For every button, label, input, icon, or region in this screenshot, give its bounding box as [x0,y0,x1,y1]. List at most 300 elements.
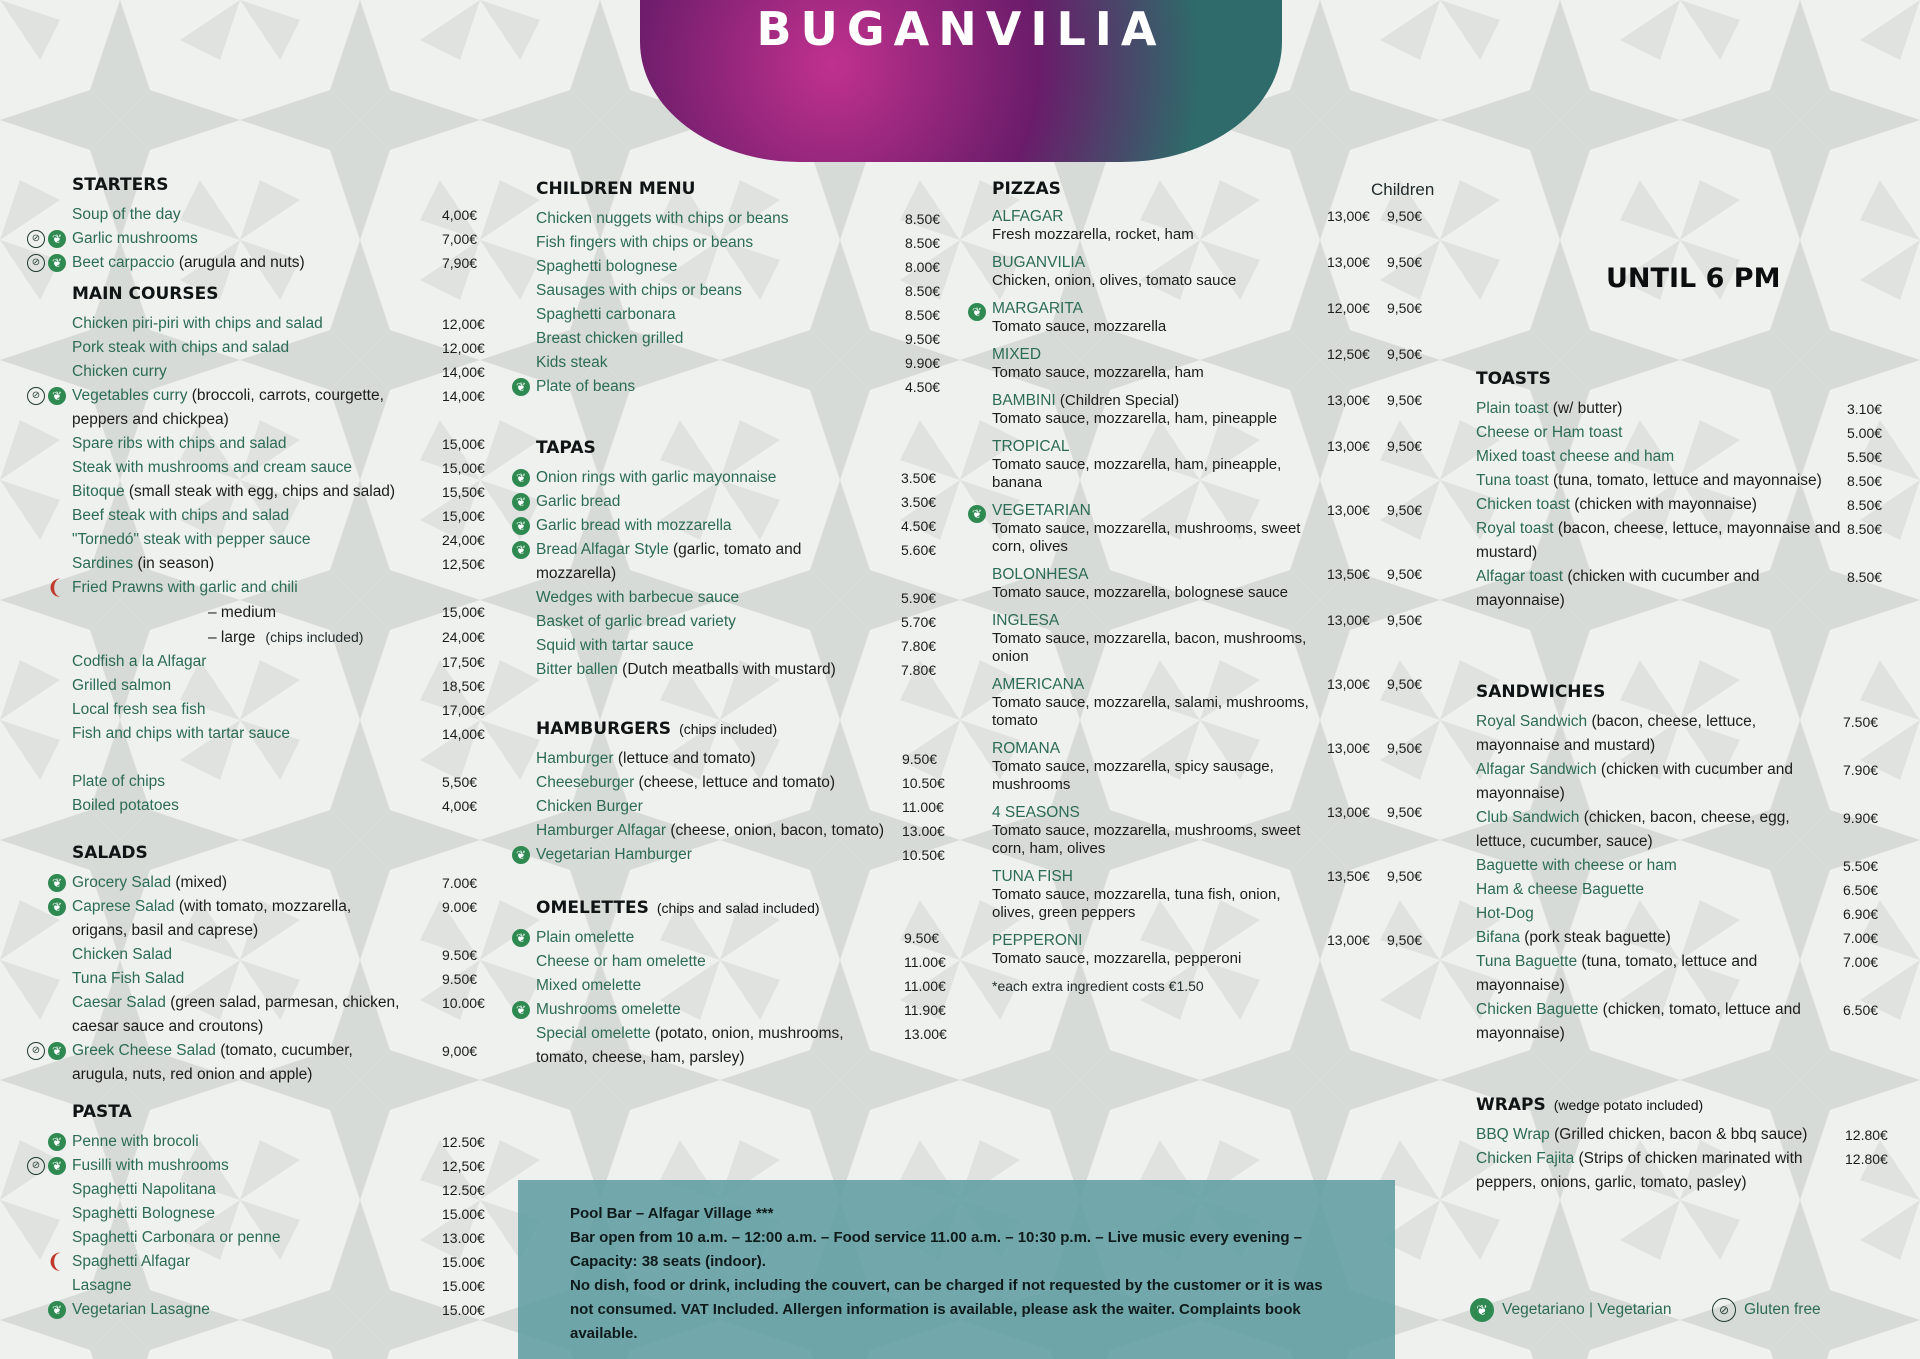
menu-item [72,1274,492,1298]
prawns-sizes [72,600,492,650]
menu-item [1476,854,1896,878]
pizza-name: MIXED [992,346,1042,363]
menu-item-name: "Tornedó" steak with pepper sauce [72,531,311,548]
pizza-description: Chicken, onion, olives, tomato sauce [992,272,1237,289]
menu-item-description: (garlic, tomato and mozzarella) [536,541,802,582]
menu-item-badges [27,387,66,405]
pizza-description: Tomato sauce, mozzarella, spicy sausage, mushrooms [992,758,1274,793]
menu-item-name: Chicken nuggets with chips or beans [536,210,789,227]
vegetarian-leaf-icon: ❦ [48,254,66,272]
menu-list [1476,710,1896,1046]
pizza-item [992,676,1442,730]
menu-item-name: Vegetables curry [72,387,188,404]
menu-item-price: 5,50€ [442,774,478,790]
menu-item-price: 5.00€ [1847,425,1883,441]
vegetarian-leaf-icon: ❦ [48,898,66,916]
menu-item [72,360,492,384]
vegetarian-leaf-icon: ❦ [512,846,530,864]
menu-item [536,771,956,795]
menu-item-price: 24,00€ [442,532,485,548]
menu-item-name: Grocery Salad [72,874,172,891]
menu-item [72,794,492,818]
menu-item-price: 9.50€ [442,947,478,963]
menu-item-name: Alfagar Sandwich [1476,761,1597,778]
menu-item-price: 15.00€ [442,1302,485,1318]
menu-item-name: Plain toast [1476,400,1549,417]
info-line-2: Bar open from 10 a.m. – 12:00 a.m. – Food service 11.00 a.m. – 10:30 p.m. – Live music every evening – Capacity: 38 seats (indoor). [570,1229,1303,1270]
pasta-title: PASTA [72,1102,132,1122]
menu-list [31,1130,492,1322]
menu-item [72,203,492,227]
pizza-children-price: 9,50€ [1387,932,1423,948]
menu-list [515,926,956,1070]
menu-item-name: Bread Alfagar Style [536,541,669,558]
menu-item-price: 15,00€ [442,436,485,452]
menu-item-price: 13.00€ [442,1230,485,1246]
menu-item [536,207,956,231]
menu-item [536,303,956,327]
vegetarian-leaf-icon: ❦ [48,1301,66,1319]
pizza-name: AMERICANA [992,676,1085,693]
menu-item-name: Cheeseburger [536,774,635,791]
menu-item-price: 8.50€ [905,307,941,323]
menu-item-badges [512,846,530,864]
menu-item-name: Grilled salmon [72,677,172,694]
menu-item-price: 14,00€ [442,726,485,742]
menu-item-price: 9.50€ [442,971,478,987]
menu-item [515,998,956,1022]
menu-item [1476,493,1896,517]
pizza-item [992,740,1442,794]
menu-item-name: Baguette with cheese or ham [1476,857,1677,874]
menu-item-badges [512,469,530,487]
column-children-tapas [515,174,956,1070]
menu-item [536,658,956,682]
menu-item-price: 12.80€ [1845,1127,1888,1143]
prawns-size-note: (chips included) [265,629,364,645]
menu-item-badges [512,493,530,511]
pizza-children-price: 9,50€ [1387,502,1423,518]
restaurant-info-box [518,1180,1395,1359]
pizza-description: Tomato sauce, mozzarella, ham [992,364,1204,381]
menu-item [1476,710,1896,758]
pizza-name: BUGANVILIA [992,254,1086,271]
main-courses-title: MAIN COURSES [72,284,219,304]
menu-item-name: Spaghetti Bolognese [72,1205,216,1222]
vegetarian-leaf-icon: ❦ [512,517,530,535]
menu-item-description: (chicken with cucumber and mayonnaise) [1476,568,1760,609]
legend-gluten-free [1712,1298,1821,1322]
menu-list [72,770,492,818]
menu-item-price: 12.50€ [442,1134,485,1150]
menu-item-name: Plate of chips [72,773,166,790]
menu-item-price: 9.50€ [904,930,940,946]
info-line-1: Pool Bar – Alfagar Village *** [570,1205,774,1222]
menu-item-name: Codfish a la Alfagar [72,653,207,670]
pizza-item [992,208,1442,244]
menu-item-name: Penne with brocoli [72,1133,199,1150]
vegetarian-leaf-icon: ❦ [1470,1298,1494,1322]
menu-item-price: 15,00€ [442,508,485,524]
menu-item-name: Chicken piri-piri with chips and salad [72,315,323,332]
pizza-description: Tomato sauce, mozzarella, mushrooms, sweet corn, olives [992,520,1301,555]
menu-item-name: Mixed toast cheese and ham [1476,448,1675,465]
prawns-size-price: 24,00€ [442,629,485,645]
menu-item-name: Local fresh sea fish [72,701,206,718]
menu-item [536,634,956,658]
menu-item-name: Caesar Salad [72,994,166,1011]
pizza-badges [968,303,986,321]
menu-item [515,375,956,399]
menu-item-name: Fried Prawns with garlic and chili [72,579,298,596]
hamburgers-note: (chips included) [679,721,778,737]
pizza-price: 12,50€ [1327,346,1370,362]
menu-item-price: 14,00€ [442,388,485,404]
menu-item [536,950,956,974]
omelettes-note: (chips and salad included) [656,900,820,916]
pizza-price: 13,00€ [1327,612,1370,628]
menu-item-name: Tuna Fish Salad [72,970,185,987]
menu-item [1476,998,1896,1046]
vegetarian-leaf-icon: ❦ [512,541,530,559]
menu-item-name: Cheese or ham omelette [536,953,706,970]
menu-list [515,207,956,399]
pizza-children-price: 9,50€ [1387,346,1423,362]
pizza-price: 12,00€ [1327,300,1370,316]
pizza-badges [968,505,986,523]
menu-item [536,747,956,771]
menu-item-description: (tomato, cucumber, arugula, nuts, red onion and apple) [72,1042,353,1083]
pizza-price: 13,00€ [1327,502,1370,518]
toasts-title: TOASTS [1476,369,1551,389]
menu-item-badges [48,579,62,597]
starters-title: STARTERS [72,175,169,195]
menu-item-name: Club Sandwich [1476,809,1580,826]
menu-item-description: (green salad, parmesan, chicken, caesar sauce and croutons) [72,994,400,1035]
pizza-item [992,392,1442,428]
gluten-free-icon: ⊘ [1712,1298,1736,1322]
menu-item [536,610,956,634]
menu-item-name: Spaghetti Napolitana [72,1181,216,1198]
menu-item-description: (w/ butter) [1548,400,1623,417]
menu-item [51,1130,492,1154]
pizza-price: 13,00€ [1327,740,1370,756]
menu-item-description: (chicken with mayonnaise) [1569,496,1757,513]
menu-item-price: 11.00€ [904,978,946,994]
pizza-price: 13,00€ [1327,932,1370,948]
pizza-description: Tomato sauce, mozzarella, mushrooms, sweet corn, ham, olives [992,822,1301,857]
vegetarian-leaf-icon: ❦ [48,1157,66,1175]
pizza-price: 13,50€ [1327,868,1370,884]
menu-item [1476,1147,1896,1195]
prawns-size-label: – large [208,629,256,646]
menu-item-price: 4,00€ [442,207,478,223]
menu-item-name: Bitter ballen [536,661,618,678]
menu-item-price: 8.50€ [1847,473,1883,489]
menu-item [72,480,492,504]
menu-item [51,1298,492,1322]
column-toasts-sandwiches [1476,368,1896,1195]
menu-item-price: 12,00€ [442,316,485,332]
menu-item-name: Vegetarian Hamburger [536,846,692,863]
menu-item-description: (with tomato, mozzarella, origans, basil and caprese) [72,898,352,939]
menu-item-name: Beef steak with chips and salad [72,507,290,524]
menu-item-price: 10.50€ [902,775,945,791]
pizza-name: ALFAGAR [992,208,1064,225]
menu-item-name: Spaghetti Carbonara or penne [72,1229,281,1246]
menu-item-name: Basket of garlic bread variety [536,613,736,630]
legend-gluten-free-label: Gluten free [1744,1301,1821,1318]
menu-item-price: 6.50€ [1843,882,1879,898]
menu-item [536,279,956,303]
menu-item-name: Onion rings with garlic mayonnaise [536,469,777,486]
menu-item-badges [48,874,66,892]
menu-item-price: 8.50€ [1847,569,1883,585]
menu-item-price: 7.80€ [901,662,937,678]
menu-item-name: Plain omelette [536,929,635,946]
menu-item-price: 5.60€ [901,542,937,558]
pizza-children-price: 9,50€ [1387,208,1423,224]
menu-item-price: 4.50€ [905,379,941,395]
pizza-price: 13,00€ [1327,254,1370,270]
menu-item [515,538,956,586]
menu-item [1476,878,1896,902]
menu-item-name: Chicken curry [72,363,167,380]
menu-item [72,1178,492,1202]
menu-item [1476,806,1896,854]
menu-item [1476,902,1896,926]
menu-item-name: Fish fingers with chips or beans [536,234,754,251]
menu-item [31,251,492,275]
menu-item-price: 5.50€ [1843,858,1879,874]
menu-item-badges [27,1157,66,1175]
menu-item-price: 7.00€ [1843,954,1879,970]
menu-item-badges [512,1001,530,1019]
gluten-free-icon: ⊘ [27,387,45,405]
vegetarian-leaf-icon: ❦ [48,874,66,892]
menu-item [72,456,492,480]
pizza-description: Tomato sauce, mozzarella [992,318,1167,335]
pizza-item [992,438,1442,492]
pizza-name: PEPPERONI [992,932,1083,949]
menu-item [536,974,956,998]
pizza-children-price: 9,50€ [1387,804,1423,820]
menu-item-name: Chicken toast [1476,496,1570,513]
menu-item-name: Greek Cheese Salad [72,1042,216,1059]
menu-item-name: Soup of the day [72,206,181,223]
menu-list [1476,397,1896,613]
pizza-name: MARGARITA [992,300,1083,317]
pizza-name: INGLESA [992,612,1060,629]
pizza-children-price: 9,50€ [1387,438,1423,454]
pizza-description: Tomato sauce, mozzarella, ham, pineapple [992,410,1278,427]
menu-item-name: Special omelette [536,1025,651,1042]
menu-item [536,231,956,255]
gluten-free-icon: ⊘ [27,230,45,248]
pizza-name: TROPICAL [992,438,1070,455]
menu-list [515,466,956,682]
menu-item-price: 12,50€ [442,556,485,572]
gluten-free-icon: ⊘ [27,254,45,272]
menu-item-name: Garlic mushrooms [72,230,198,247]
pizza-description: Tomato sauce, mozzarella, bacon, mushrooms, onion [992,630,1307,665]
menu-item-price: 10.00€ [442,995,485,1011]
vegetarian-leaf-icon: ❦ [968,303,986,321]
menu-item-description: (tuna, tomato, lettuce and mayonnaise) [1476,953,1758,994]
pizza-children-price: 9,50€ [1387,392,1423,408]
menu-item [515,466,956,490]
pizza-children-price: 9,50€ [1387,868,1423,884]
menu-item-name: Chicken Burger [536,798,643,815]
menu-list [31,871,492,1087]
pizza-name: ROMANA [992,740,1061,757]
menu-item [536,819,956,843]
menu-item-name: Tuna Baguette [1476,953,1578,970]
menu-item-price: 12,50€ [442,1158,485,1174]
pizza-item [971,300,1442,336]
menu-list [1476,1123,1896,1195]
pizza-price: 13,50€ [1327,566,1370,582]
menu-item-description: (in season) [133,555,215,572]
pizza-price: 13,00€ [1327,208,1370,224]
menu-item-price: 6.90€ [1843,906,1879,922]
menu-item [46,1250,492,1274]
menu-item-price: 13.00€ [904,1026,947,1042]
vegetarian-leaf-icon: ❦ [968,505,986,523]
menu-item [72,698,492,722]
menu-item [72,552,492,576]
pizza-children-price: 9,50€ [1387,740,1423,756]
menu-item-price: 8.50€ [905,283,941,299]
pizza-price: 13,00€ [1327,676,1370,692]
menu-item-price: 9.90€ [1843,810,1879,826]
menu-item [72,528,492,552]
menu-item-price: 3.50€ [901,470,937,486]
pizza-item [971,502,1442,556]
menu-item-description: (pork steak baguette) [1519,929,1671,946]
hamburgers-title: HAMBURGERS (chips included) [536,719,778,739]
menu-item-price: 11.90€ [904,1002,946,1018]
menu-item [31,384,492,432]
menu-item-price: 9.50€ [905,331,941,347]
menu-item-name: BBQ Wrap [1476,1126,1550,1143]
menu-item-price: 6.50€ [1843,1002,1879,1018]
wraps-title: WRAPS (wedge potato included) [1476,1095,1704,1115]
menu-item [72,967,492,991]
menu-item-price: 4,00€ [442,798,478,814]
pizza-description: Tomato sauce, mozzarella, tuna fish, onion, olives, green peppers [992,886,1281,921]
menu-item-badges [27,1042,66,1060]
menu-item [515,926,956,950]
menu-item-name: Hamburger Alfagar [536,822,667,839]
menu-item-description: (lettuce and tomato) [613,750,756,767]
menu-item [72,336,492,360]
menu-item-price: 7.00€ [1843,930,1879,946]
menu-item [1476,926,1896,950]
legend-vegetarian-label: Vegetariano | Vegetarian [1502,1301,1672,1318]
menu-item [72,943,492,967]
menu-item-name: Cheese or Ham toast [1476,424,1623,441]
menu-item [1476,445,1896,469]
vegetarian-leaf-icon: ❦ [48,1133,66,1151]
menu-item-price: 8.50€ [1847,497,1883,513]
menu-item-price: 8.50€ [1847,521,1883,537]
menu-item-price: 11.00€ [904,954,946,970]
menu-item-badges [27,230,66,248]
menu-item-price: 15,00€ [442,460,485,476]
menu-item-description: (tuna, tomato, lettuce and mayonnaise) [1548,472,1822,489]
menu-item [31,227,492,251]
pizza-name: BOLONHESA [992,566,1089,583]
pizza-footnote: *each extra ingredient costs €1.50 [992,978,1204,994]
menu-item-name: Caprese Salad [72,898,175,915]
pizza-name: VEGETARIAN [992,502,1091,519]
vegetarian-leaf-icon: ❦ [512,1001,530,1019]
menu-item [31,1154,492,1178]
menu-item-price: 7.50€ [1843,714,1879,730]
vegetarian-leaf-icon: ❦ [512,493,530,511]
menu-item-price: 5.90€ [901,590,937,606]
prawns-size-label: – medium [208,604,277,621]
menu-item [515,490,956,514]
chili-pepper-icon: ❨ [46,1251,64,1273]
menu-item-name: Sausages with chips or beans [536,282,742,299]
menu-list [31,312,492,600]
menu-item-name: Fish and chips with tartar sauce [72,725,290,742]
menu-item-badges [512,517,530,535]
menu-item-description: (Dutch meatballs with mustard) [617,661,836,678]
menu-item-price: 8.50€ [905,211,941,227]
menu-item-description: (bacon, cheese, lettuce, mayonnaise and mustard) [1476,520,1841,561]
brand-title: BUGANVILIA [756,2,1166,56]
menu-item-description: (mixed) [171,874,228,891]
pizza-children-price: 9,50€ [1387,300,1423,316]
menu-item [536,327,956,351]
menu-item-name: Mushrooms omelette [536,1001,681,1018]
menu-item-name: Breast chicken grilled [536,330,684,347]
menu-item-name: Wedges with barbecue sauce [536,589,740,606]
menu-item-price: 7.80€ [901,638,937,654]
menu-item [72,1202,492,1226]
menu-item-price: 17,50€ [442,654,485,670]
info-line-3: No dish, food or drink, including the couvert, can be charged if not requested by the customer or it is was not consumed. VAT Included. Allergen information is available, please ask the waiter. Complaints book available. [570,1277,1323,1342]
menu-item [1476,469,1896,493]
vegetarian-leaf-icon: ❦ [512,469,530,487]
omelettes-title: OMELETTES (chips and salad included) [536,898,820,918]
menu-item-badges [512,378,530,396]
menu-item-name: Royal toast [1476,520,1554,537]
menu-item-description: (cheese, lettuce and tomato) [634,774,835,791]
pizza-description: Tomato sauce, mozzarella, ham, pineapple, banana [992,456,1282,491]
menu-item-badges [48,1133,66,1151]
menu-item [72,1226,492,1250]
menu-item-price: 14,00€ [442,364,485,380]
legend-vegetarian [1470,1298,1672,1322]
column-pizzas [971,174,1442,994]
menu-item-price: 4.50€ [901,518,937,534]
menu-item [72,770,492,794]
pizza-item [992,868,1442,922]
menu-item-price: 15.00€ [442,1278,485,1294]
menu-item-name: Garlic bread with mozzarella [536,517,732,534]
menu-item-price: 5.70€ [901,614,937,630]
menu-item-name: Hamburger [536,750,614,767]
menu-item [536,351,956,375]
menu-item [1476,758,1896,806]
menu-item-price: 10.50€ [902,847,945,863]
menu-item-badges [48,1253,62,1271]
menu-item [72,650,492,674]
